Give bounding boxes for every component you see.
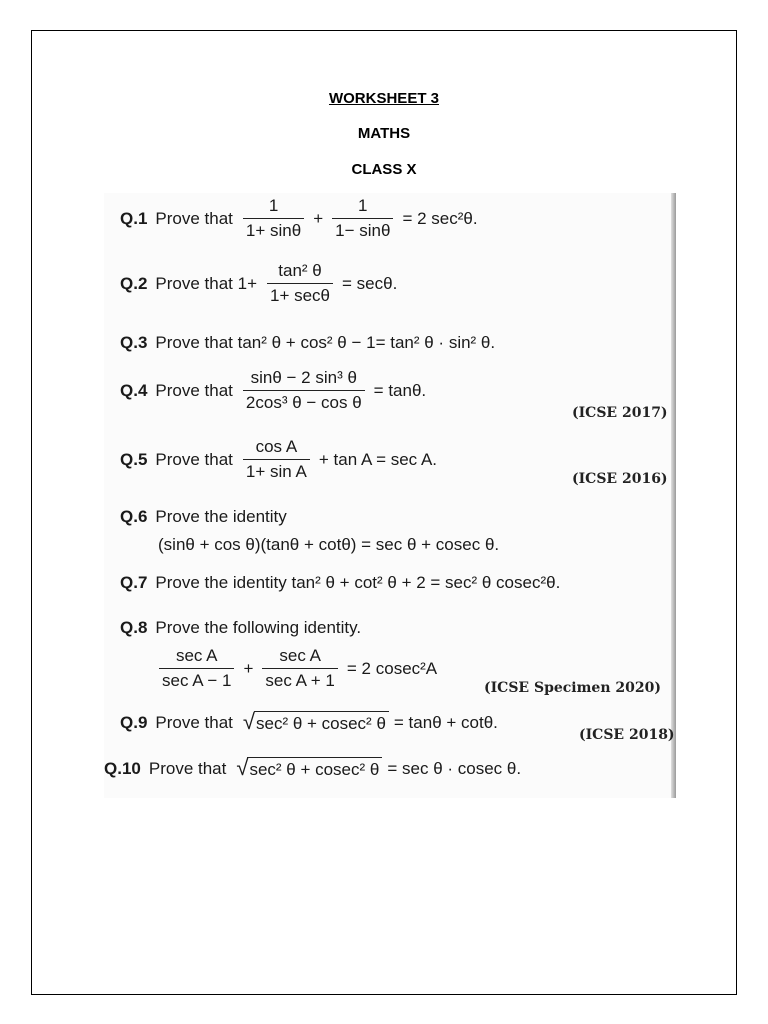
class-heading: CLASS X bbox=[351, 161, 417, 178]
question-number: Q.1 bbox=[120, 208, 148, 228]
question-9 bbox=[120, 711, 503, 734]
question-6-identity: (sinθ + cos θ)(tanθ + cotθ) = sec θ + cosec θ. bbox=[158, 535, 500, 554]
question-number: Q.10 bbox=[104, 758, 141, 778]
denominator: 2cos³ θ − cos θ bbox=[243, 390, 365, 413]
question-lead: Prove that bbox=[155, 712, 233, 732]
question-text: Prove that tan² θ + cos² θ − 1= tan² θ · sin² θ. bbox=[155, 333, 496, 352]
source-tag: (ICSE Specimen 2020) bbox=[484, 680, 661, 696]
fraction bbox=[243, 437, 310, 482]
fraction bbox=[267, 261, 333, 306]
right-hand-side: = sec θ · cosec θ. bbox=[387, 758, 522, 778]
numerator: tan² θ bbox=[278, 261, 322, 280]
question-8 bbox=[120, 618, 361, 638]
square-root bbox=[243, 711, 389, 734]
operator: + bbox=[313, 208, 324, 228]
right-hand-side: = secθ. bbox=[342, 273, 398, 293]
right-hand-side: = tanθ. bbox=[373, 380, 427, 400]
denominator: 1+ secθ bbox=[267, 283, 333, 306]
question-5 bbox=[120, 437, 442, 482]
denominator: sec A + 1 bbox=[262, 668, 337, 691]
question-3 bbox=[120, 333, 495, 353]
question-number: Q.8 bbox=[120, 618, 148, 637]
fraction bbox=[243, 368, 365, 413]
question-8-identity bbox=[155, 646, 442, 691]
denominator: sec A − 1 bbox=[159, 668, 234, 691]
radical-sign: √ bbox=[242, 709, 255, 734]
right-hand-side: = 2 cosec²A bbox=[346, 658, 438, 678]
square-root bbox=[236, 757, 382, 780]
denominator: 1− sinθ bbox=[332, 218, 393, 241]
question-7 bbox=[120, 573, 560, 593]
fraction bbox=[243, 196, 304, 241]
denominator: 1+ sinθ bbox=[243, 218, 304, 241]
radical-sign: √ bbox=[236, 755, 249, 780]
question-text: Prove the following identity. bbox=[155, 618, 362, 637]
question-10 bbox=[104, 757, 526, 780]
numerator: sec A bbox=[175, 646, 218, 665]
question-lead: Prove that bbox=[155, 449, 233, 469]
scan-shadow-edge bbox=[671, 193, 676, 798]
fraction bbox=[159, 646, 234, 691]
numerator: 1 bbox=[268, 196, 279, 215]
right-hand-side: = 2 sec²θ. bbox=[402, 208, 478, 228]
question-4 bbox=[120, 368, 431, 413]
numerator: 1 bbox=[358, 196, 368, 215]
operator: + bbox=[243, 658, 254, 678]
question-2 bbox=[120, 261, 402, 306]
question-number: Q.9 bbox=[120, 712, 148, 732]
question-6 bbox=[120, 507, 287, 527]
subject-heading: MATHS bbox=[357, 125, 411, 142]
fraction bbox=[262, 646, 337, 691]
numerator: sec A bbox=[279, 646, 321, 665]
question-number: Q.3 bbox=[120, 333, 148, 352]
right-hand-side: = tanθ + cotθ. bbox=[393, 712, 498, 732]
question-lead: Prove that bbox=[155, 380, 233, 400]
question-lead: Prove that 1+ bbox=[155, 273, 257, 293]
numerator: cos A bbox=[255, 437, 298, 456]
question-number: Q.5 bbox=[120, 449, 148, 469]
question-text: Prove the identity bbox=[155, 507, 287, 526]
source-tag: (ICSE 2018) bbox=[579, 727, 675, 743]
question-lead: Prove that bbox=[148, 758, 227, 778]
question-lead: Prove that bbox=[155, 208, 233, 228]
denominator: 1+ sin A bbox=[243, 459, 310, 482]
question-number: Q.4 bbox=[120, 380, 148, 400]
question-text: Prove the identity tan² θ + cot² θ + 2 = sec² θ cosec²θ. bbox=[155, 573, 561, 592]
question-number: Q.2 bbox=[120, 273, 148, 293]
radicand: sec² θ + cosec² θ bbox=[247, 757, 382, 780]
question-number: Q.7 bbox=[120, 573, 148, 592]
question-number: Q.6 bbox=[120, 507, 148, 526]
fraction bbox=[332, 196, 393, 241]
question-1 bbox=[120, 196, 483, 241]
radicand: sec² θ + cosec² θ bbox=[254, 711, 389, 734]
numerator: sinθ − 2 sin³ θ bbox=[250, 368, 357, 387]
right-hand-side: + tan A = sec A. bbox=[318, 449, 438, 469]
worksheet-title: WORKSHEET 3 bbox=[328, 90, 439, 107]
source-tag: (ICSE 2016) bbox=[572, 471, 668, 487]
source-tag: (ICSE 2017) bbox=[572, 405, 668, 421]
